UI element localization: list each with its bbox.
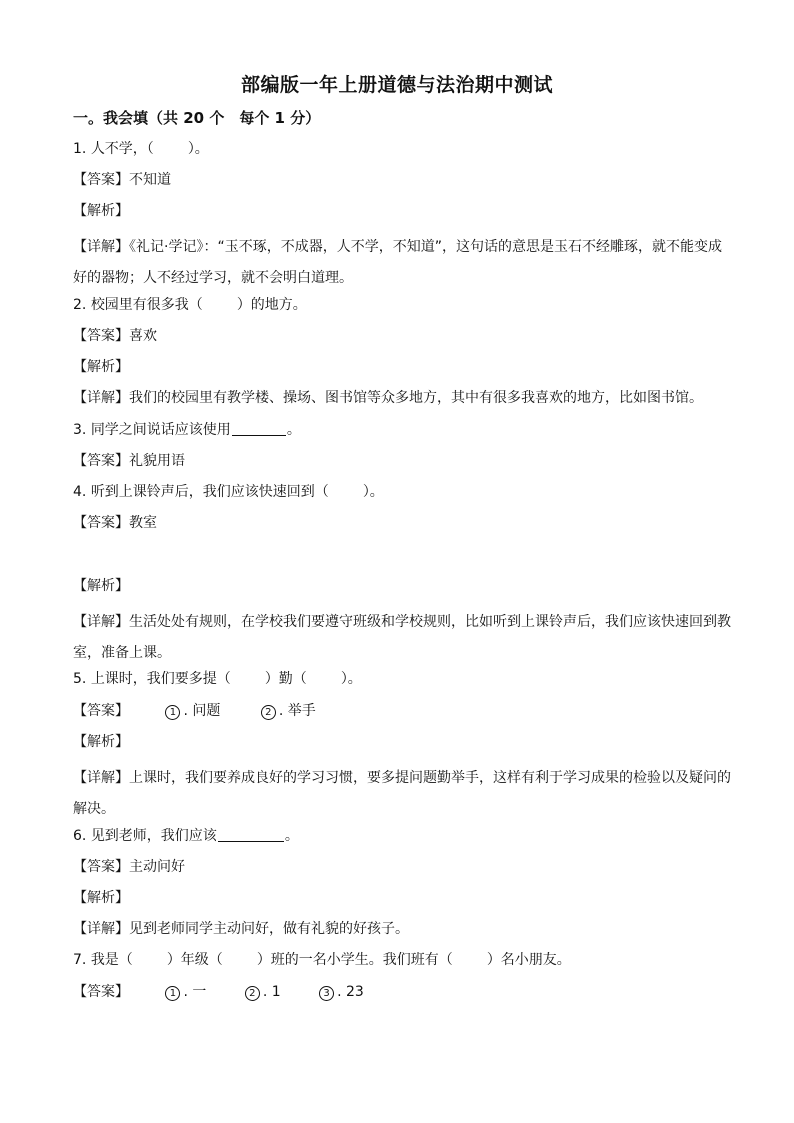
circled-number: 1 (165, 705, 180, 720)
question-text: ）班的一名小学生。我们班有（ (256, 952, 453, 968)
question-text: ）。 (340, 671, 362, 687)
question-text: 我是（ (90, 952, 133, 968)
analysis-label: 【解析】 (73, 203, 129, 219)
detail-label: 【详解】 (73, 390, 129, 406)
section-heading: 一。我会填（共 20 个 每个 1 分） (73, 109, 321, 127)
answer-line (73, 513, 733, 533)
question-text: ）。 (362, 484, 384, 500)
answer-option (245, 982, 281, 1002)
detail-label: 【详解】 (73, 921, 129, 937)
fill-blank (232, 421, 286, 436)
question-4 (73, 482, 733, 502)
answer-text: 礼貌用语 (129, 453, 185, 469)
answer-text: . 举手 (278, 703, 316, 719)
question-3 (73, 420, 733, 440)
answer-label: 【答案】 (73, 859, 129, 875)
answer-option (165, 982, 206, 1002)
answer-label: 【答案】 (73, 703, 129, 719)
detail-paragraph (73, 388, 733, 408)
detail-paragraph (73, 919, 733, 939)
answer-line (73, 451, 733, 471)
question-text: 。 (284, 828, 299, 844)
detail-label: 【详解】 (73, 770, 129, 786)
question-text: 人不学，（ (90, 141, 154, 157)
answer-line (73, 701, 733, 721)
question-text: ）的地方。 (236, 297, 307, 313)
answer-text: 教室 (129, 515, 157, 531)
answer-text: 主动问好 (129, 859, 185, 875)
answer-option (261, 701, 316, 721)
detail-text: 上课时，我们要养成良好的学习习惯，要多提问题勤举手，这样有利于学习成果的检验以及疑问的解决。 (73, 770, 731, 817)
question-number: 1. (73, 141, 87, 157)
question-number: 7. (73, 952, 87, 968)
question-number: 3. (73, 422, 87, 438)
question-text: ）名小朋友。 (486, 952, 571, 968)
answer-line (73, 857, 733, 877)
question-text: ）年级（ (166, 952, 223, 968)
answer-text: . 问题 (183, 703, 221, 719)
question-text: 校园里有很多我（ (90, 297, 203, 313)
fill-blank (218, 827, 284, 842)
answer-label: 【答案】 (73, 515, 129, 531)
detail-paragraph (73, 232, 733, 294)
answer-text: . 23 (337, 984, 364, 1000)
question-5 (73, 669, 733, 689)
detail-paragraph (73, 763, 733, 825)
answer-text: . 一 (183, 984, 207, 1000)
detail-text: 生活处处有规则，在学校我们要遵守班级和学校规则，比如听到上课铃声后，我们应该快速回到教室，准备上课。 (73, 614, 731, 661)
page-title: 部编版一年上册道德与法治期中测试 (240, 74, 553, 96)
question-7 (73, 950, 733, 970)
answer-label: 【答案】 (73, 453, 129, 469)
detail-text: 我们的校园里有教学楼、操场、图书馆等众多地方，其中有很多我喜欢的地方，比如图书馆。 (129, 390, 703, 406)
question-text: 同学之间说话应该使用 (90, 422, 231, 438)
question-text: 听到上课铃声后，我们应该快速回到（ (90, 484, 329, 500)
detail-text: 《礼记·学记》：“玉不琢，不成器，人不学，不知道”，这句话的意思是玉石不经雕琢，就不能变成好的器物；人不经过学习，就不会明白道理。 (73, 239, 722, 286)
detail-paragraph (73, 607, 733, 669)
question-number: 5. (73, 671, 87, 687)
answer-text: . 1 (262, 984, 281, 1000)
detail-text: 见到老师同学主动问好，做有礼貌的好孩子。 (129, 921, 409, 937)
detail-label: 【详解】 (73, 239, 129, 255)
circled-number: 2 (245, 986, 260, 1001)
question-number: 6. (73, 828, 87, 844)
answer-label: 【答案】 (73, 984, 129, 1000)
question-text: 上课时，我们要多提（ (90, 671, 231, 687)
question-text: ）。 (187, 141, 209, 157)
answer-line (73, 982, 733, 1002)
answer-label: 【答案】 (73, 328, 129, 344)
circled-number: 1 (165, 986, 180, 1001)
analysis-label: 【解析】 (73, 734, 129, 750)
analysis-label: 【解析】 (73, 359, 129, 375)
question-number: 4. (73, 484, 87, 500)
answer-text: 不知道 (129, 172, 171, 188)
question-6 (73, 826, 733, 846)
question-text: 。 (286, 422, 301, 438)
answer-line (73, 170, 733, 190)
answer-option (165, 701, 220, 721)
circled-number: 2 (261, 705, 276, 720)
question-text: ）勤（ (264, 671, 307, 687)
analysis-label: 【解析】 (73, 578, 129, 594)
question-text: 见到老师，我们应该 (90, 828, 217, 844)
answer-line (73, 326, 733, 346)
question-number: 2. (73, 297, 87, 313)
answer-text: 喜欢 (129, 328, 157, 344)
question-2 (73, 295, 733, 315)
detail-label: 【详解】 (73, 614, 129, 630)
answer-option (319, 982, 364, 1002)
circled-number: 3 (319, 986, 334, 1001)
answer-label: 【答案】 (73, 172, 129, 188)
question-1 (73, 139, 733, 159)
analysis-label: 【解析】 (73, 890, 129, 906)
